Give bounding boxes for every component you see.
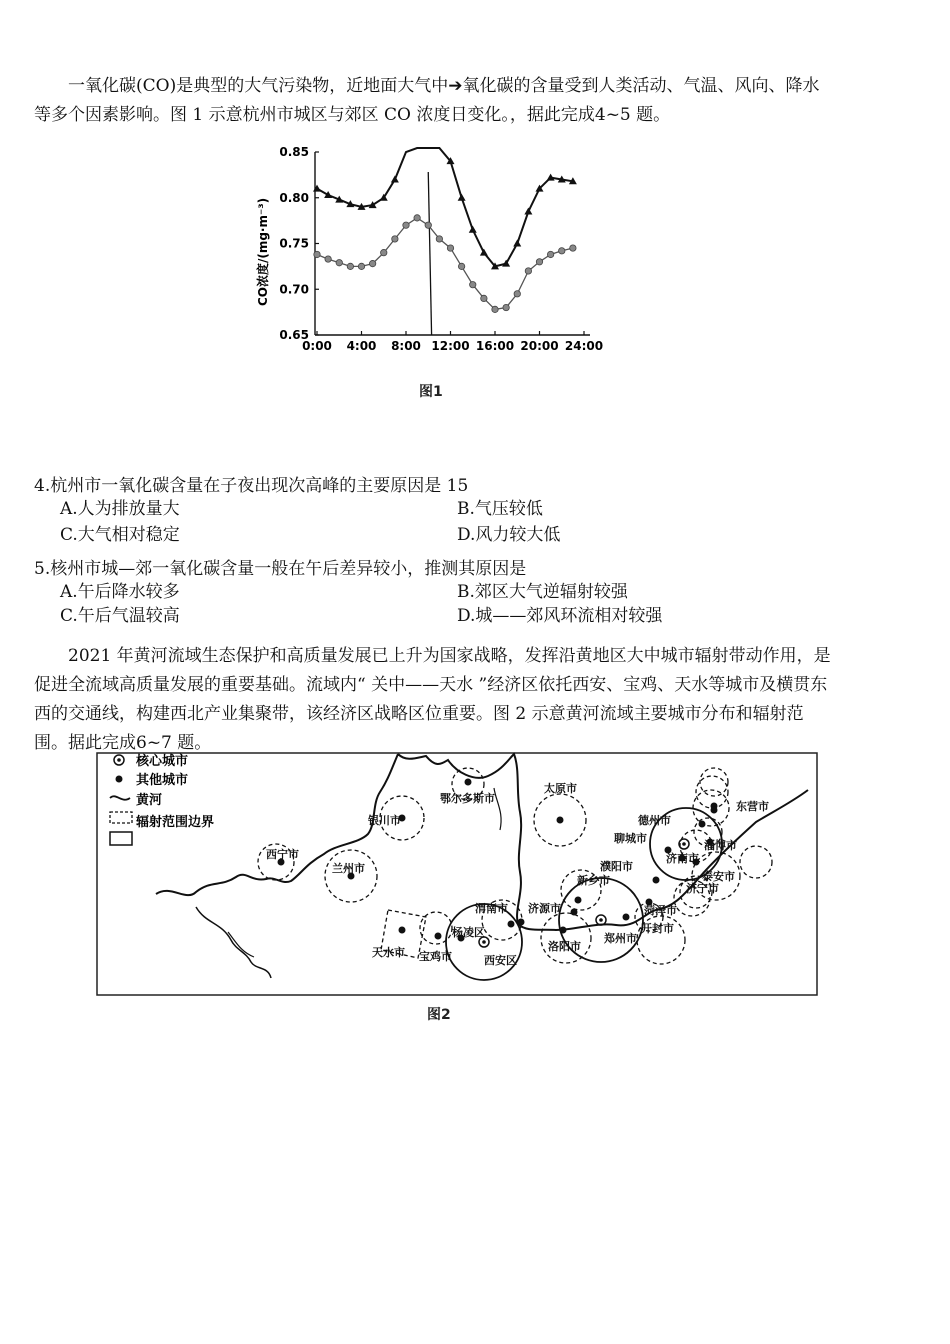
city-label: 银川市 (368, 814, 401, 827)
city-label: 西宁市 (266, 848, 299, 861)
data-point (480, 249, 488, 256)
data-point (313, 185, 321, 192)
data-point (559, 248, 565, 254)
legend-radiation-boundary: 辐射范围边界 (136, 815, 215, 830)
data-point (414, 215, 420, 221)
city-label: 济宁市 (686, 882, 719, 895)
data-point (525, 268, 531, 274)
x-tick-label: 20:00 (520, 339, 559, 353)
data-point (536, 259, 542, 265)
city-label: 济南市 (666, 852, 699, 865)
x-tick-label: 4:00 (346, 339, 377, 353)
data-point (391, 175, 399, 182)
figure2-caption: 图2 (427, 1007, 451, 1023)
city-label: 天水市 (372, 946, 405, 959)
city-label: 杨凌区 (452, 926, 485, 939)
x-tick-label: 0:00 (302, 339, 332, 353)
data-point (347, 263, 353, 269)
city-label: 兰州市 (332, 862, 365, 875)
city-label: 济源市 (528, 902, 561, 915)
q5-option-a: A.午后降水较多 (60, 582, 180, 602)
data-point (524, 207, 532, 214)
intro-paragraph-1: 一氧化碳(CO)是典型的大气污染物，近地面大气中➔氧化碳的含量受到人类活动、气温、风向、降水等多个因素影响。图 1 示意杭州市城区与郊区 CO 浓度日变化。，据此完成4~5 题。 (34, 76, 820, 125)
city-label: 东营市 (736, 800, 769, 813)
city-label: 德州市 (638, 814, 671, 827)
x-tick-label: 12:00 (431, 339, 470, 353)
y-tick-label: 0.80 (279, 190, 309, 205)
y-tick-label: 0.70 (279, 282, 309, 297)
data-point (436, 236, 442, 242)
data-point (570, 245, 576, 251)
city-label: 淄博市 (704, 839, 737, 852)
data-point (514, 291, 520, 297)
data-point (381, 249, 387, 255)
data-point (447, 245, 453, 251)
x-tick-label: 16:00 (475, 339, 515, 353)
q4-option-b: B.气压较低 (457, 499, 543, 519)
city-label: 聊城市 (614, 832, 647, 845)
question-5-stem: 5.核州市城—郊一氧化碳含量一般在午后差异较小，推测其原因是 (34, 559, 527, 579)
legend-other-city: 其他城市 (136, 773, 189, 788)
data-point (458, 263, 464, 269)
figure1-caption: 图1 (419, 384, 443, 400)
y-tick-label: 0.85 (279, 145, 309, 159)
q4-option-a: A.人为排放量大 (60, 499, 180, 519)
annotation-line (428, 172, 431, 335)
city-label: 鄂尔多斯市 (440, 792, 495, 805)
y-tick-label: 0.65 (279, 328, 309, 342)
data-point (392, 236, 398, 242)
data-point (503, 304, 509, 310)
x-tick-label: 8:00 (391, 339, 421, 353)
data-point (492, 306, 498, 312)
y-tick-label: 0.75 (279, 236, 309, 251)
urban-series-line (317, 148, 573, 266)
city-label: 太原市 (544, 782, 577, 795)
data-point (513, 240, 521, 247)
y-axis-label: CO浓度/(mg·m⁻³) (256, 197, 270, 307)
data-point (358, 263, 364, 269)
figure1-co-chart (240, 142, 620, 370)
legend-core-city: 核心城市 (136, 754, 189, 769)
x-tick-label: 24:00 (564, 339, 604, 353)
data-point (469, 226, 477, 233)
suburb-series-line (317, 218, 573, 310)
question-4-stem: 4.杭州市一氧化碳含量在子夜出现次高峰的主要原因是 15 (34, 476, 469, 496)
data-point (425, 222, 431, 228)
city-label: 泰安市 (702, 870, 735, 883)
q5-option-c: C.午后气温较高 (60, 606, 180, 626)
data-point (458, 194, 466, 201)
city-label: 郑州市 (604, 932, 637, 945)
data-point (547, 251, 553, 257)
city-label: 开封市 (641, 922, 674, 935)
city-label: 渭南市 (475, 902, 508, 915)
intro-paragraph-2: 2021 年黄河流域生态保护和高质量发展已上升为国家战略，发挥沿黄地区大中城市辐射带动作用，是促进全流域高质量发展的重要基础。流域内“ 关中——天水 ”经济区依托西安、宝鸡、天水等城市及横贯东西的交通线，构建西北产业集聚带，该经济区战略区位重要。图 2 示意黄河流域主要城市分布和辐射范围。据此完成6~7 题。 (34, 646, 831, 753)
q5-option-b: B.郊区大气逆辐射较强 (457, 582, 628, 602)
map-legend (110, 753, 214, 845)
city-label: 新乡市 (577, 874, 610, 887)
city-label: 菏泽市 (644, 904, 677, 917)
data-point (369, 260, 375, 266)
legend-yellow-river: 黄河 (136, 793, 163, 808)
data-point (314, 251, 320, 257)
city-label: 濮阳市 (600, 860, 633, 873)
city-label: 西安区 (484, 954, 517, 967)
city-label: 洛阳市 (548, 940, 581, 953)
figure2-yellow-river-map (96, 752, 818, 998)
q4-option-c: C.大气相对稳定 (60, 525, 180, 545)
q5-option-d: D.城——郊风环流相对较强 (457, 606, 663, 626)
data-point (470, 281, 476, 287)
city-label: 宝鸡市 (419, 950, 452, 963)
data-point (403, 222, 409, 228)
data-point (336, 260, 342, 266)
q4-option-d: D.风力较大低 (457, 525, 561, 545)
data-point (325, 256, 331, 262)
data-point (502, 260, 510, 267)
data-point (481, 295, 487, 301)
